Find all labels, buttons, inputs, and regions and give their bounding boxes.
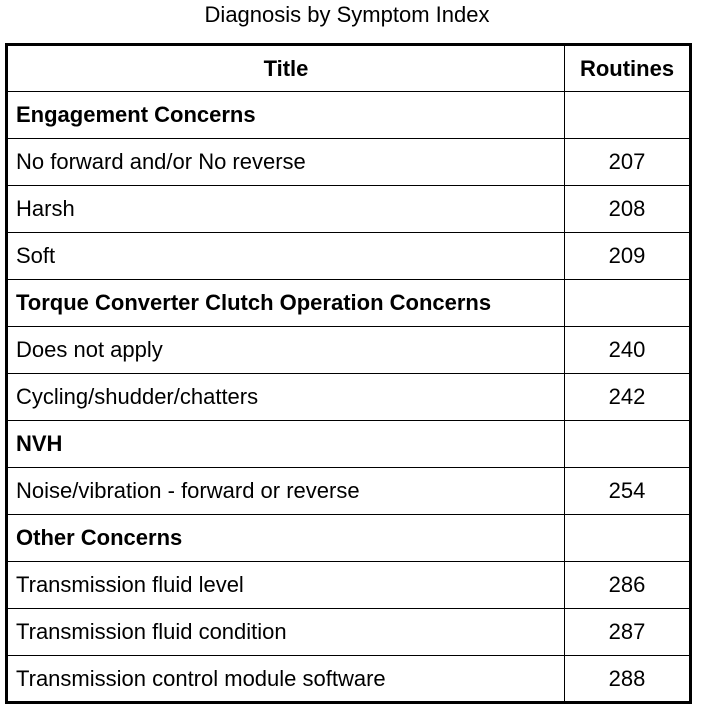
section-row [7,280,691,327]
row-title: Transmission control module software [7,656,565,703]
column-header-routines: Routines [565,45,691,92]
row-routine [565,92,691,139]
row-title: Noise/vibration - forward or reverse [7,468,565,515]
table-row [7,139,691,186]
table-row [7,327,691,374]
table-row [7,562,691,609]
table-row [7,609,691,656]
row-title: Cycling/shudder/chatters [7,374,565,421]
row-routine: 209 [565,233,691,280]
row-title: Does not apply [7,327,565,374]
section-row [7,515,691,562]
section-row [7,92,691,139]
row-routine: 240 [565,327,691,374]
row-title: Transmission fluid condition [7,609,565,656]
table-row [7,468,691,515]
row-title: Engagement Concerns [7,92,565,139]
row-title: Harsh [7,186,565,233]
row-routine: 286 [565,562,691,609]
table-row [7,374,691,421]
row-title: NVH [7,421,565,468]
row-routine: 242 [565,374,691,421]
table-row [7,233,691,280]
row-title: Soft [7,233,565,280]
row-title: No forward and/or No reverse [7,139,565,186]
row-routine [565,280,691,327]
row-routine [565,515,691,562]
table-row [7,656,691,703]
section-row [7,421,691,468]
table-caption: Diagnosis by Symptom Index [204,2,490,27]
row-title: Other Concerns [7,515,565,562]
row-routine [565,421,691,468]
column-header-title: Title [7,45,565,92]
row-routine: 288 [565,656,691,703]
row-routine: 254 [565,468,691,515]
row-routine: 287 [565,609,691,656]
symptom-index-table [5,43,692,704]
header-row [7,45,691,92]
row-title: Torque Converter Clutch Operation Concerns [7,280,565,327]
row-title: Transmission fluid level [7,562,565,609]
table-row [7,186,691,233]
row-routine: 207 [565,139,691,186]
row-routine: 208 [565,186,691,233]
